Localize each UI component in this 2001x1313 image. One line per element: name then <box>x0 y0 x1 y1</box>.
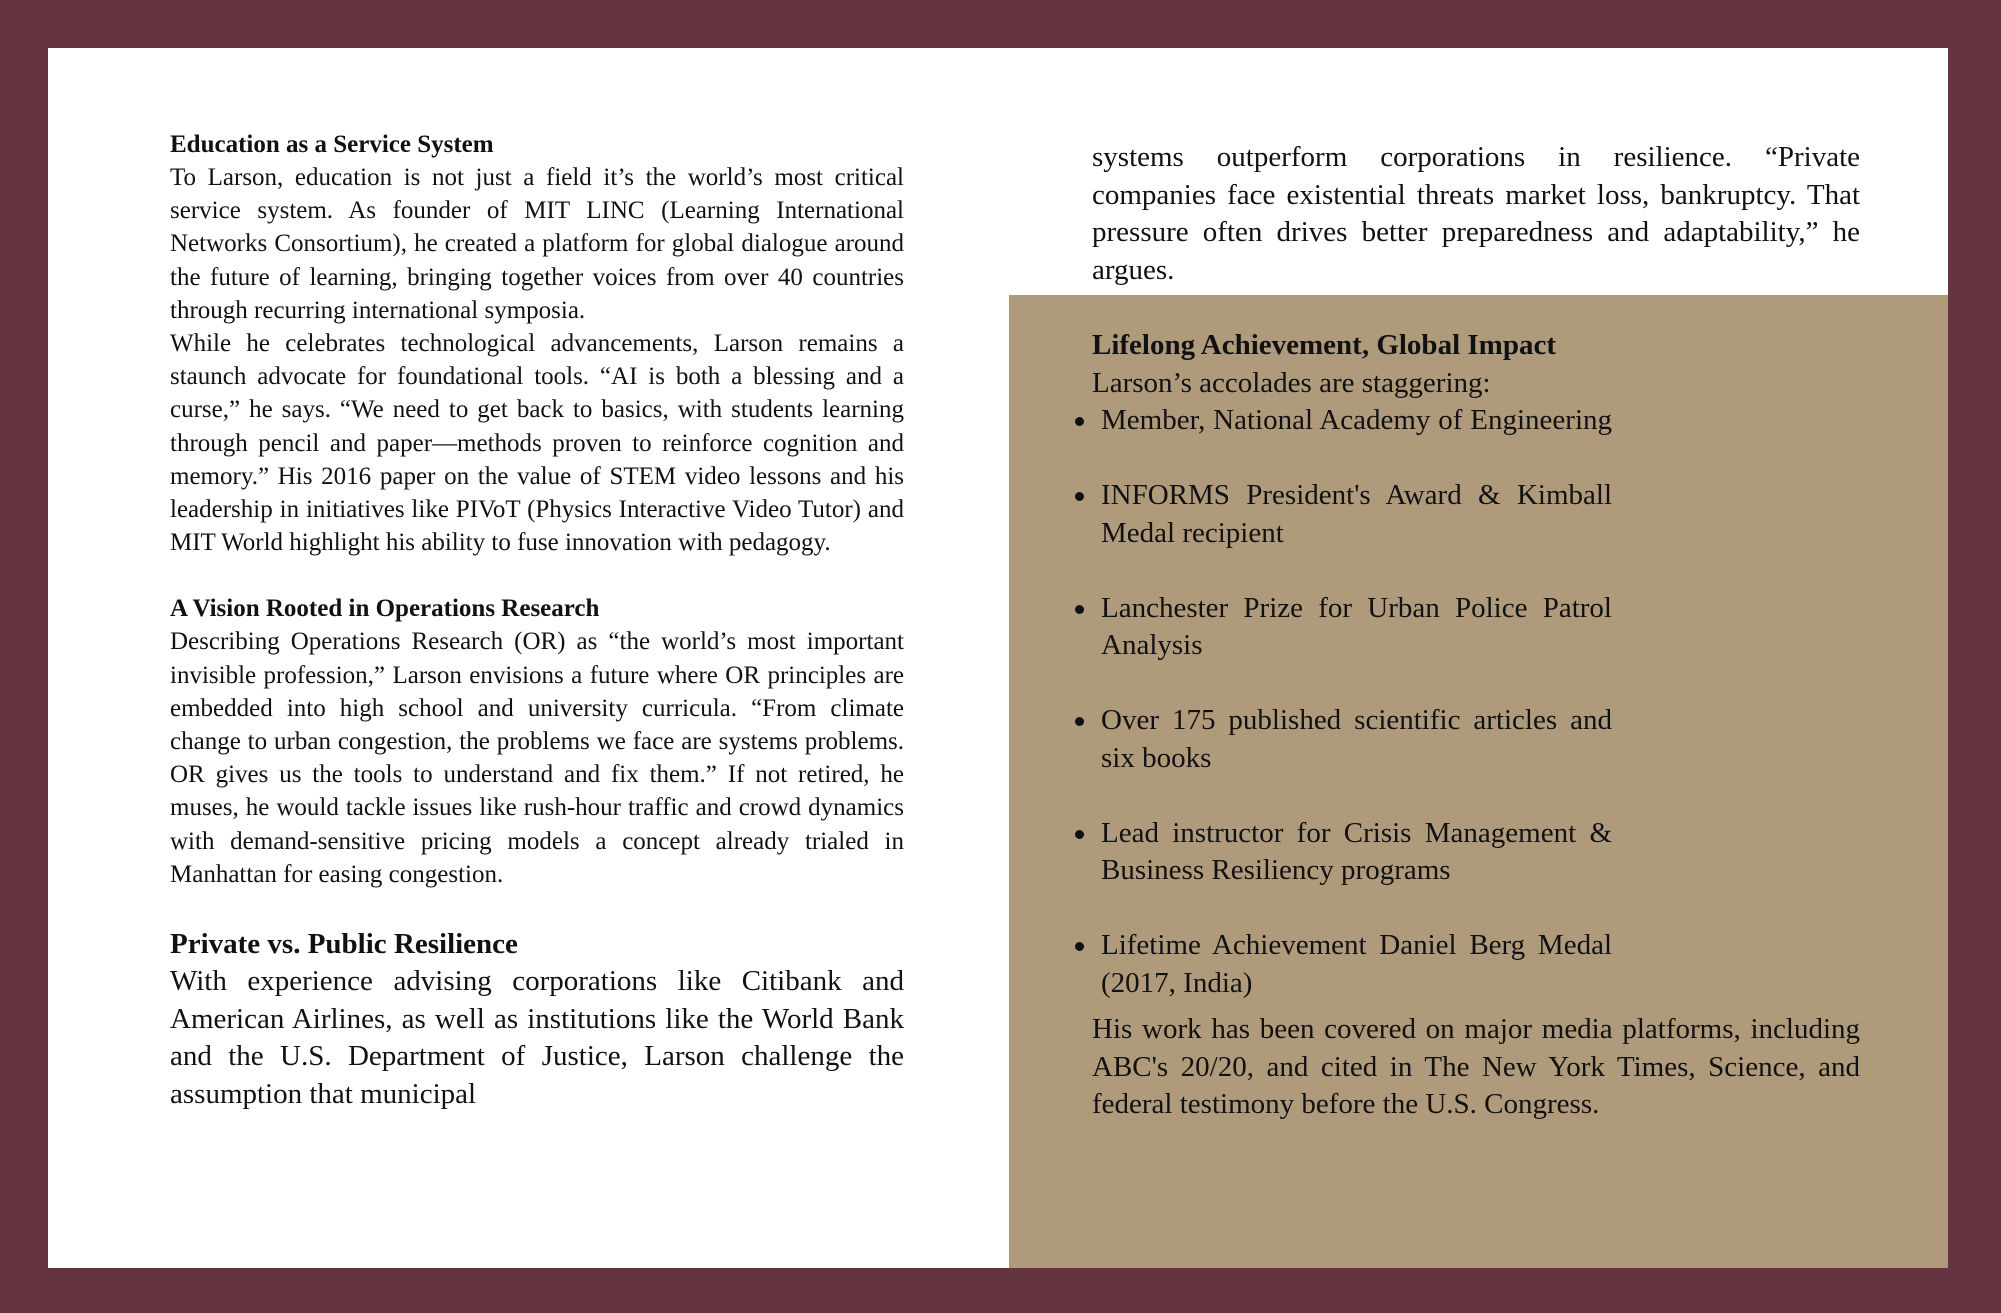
bullet-icon <box>1075 417 1084 426</box>
education-paragraph-1: To Larson, education is not just a field it’s the world’s most critical service system. As founder of MIT LINC (Learning International Networks Consortium), he created a platform for global dialogue around the future of learning, bringing together voices from over 40 countries through recurring international symposia. <box>170 164 904 324</box>
operations-research-heading: A Vision Rooted in Operations Research <box>170 595 600 623</box>
list-item <box>1072 590 1612 665</box>
list-item <box>1072 702 1612 777</box>
bullet-icon <box>1075 717 1084 726</box>
accolade-text: Lead instructor for Crisis Management & Business Resiliency programs <box>1101 816 1612 886</box>
accolade-text: Lanchester Prize for Urban Police Patrol Analysis <box>1101 591 1612 661</box>
accolades-list <box>1072 402 1612 1002</box>
accolade-text: INFORMS President's Award & Kimball Medal recipient <box>1101 479 1612 549</box>
bullet-icon <box>1075 492 1084 501</box>
bullet-icon <box>1075 830 1084 839</box>
list-item <box>1072 477 1612 552</box>
accolade-text: Lifetime Achievement Daniel Berg Medal (2017, India) <box>1101 929 1612 999</box>
list-item <box>1072 402 1612 440</box>
list-item <box>1072 815 1612 890</box>
resilience-paragraph: With experience advising corporations like Citibank and American Airlines, as well as institutions like the World Bank and the U.S. Department of Justice, Larson challenge the assumption that municipal <box>170 965 904 1110</box>
accolade-text: Over 175 published scientific articles and six books <box>1101 704 1612 774</box>
left-column <box>170 128 904 1113</box>
education-paragraph-2: While he celebrates technological advancements, Larson remains a staunch advocate for foundational tools. “AI is both a blessing and a curse,” he says. “We need to get back to basics, with students learning through pencil and paper—methods proven to reinforce cognition and memory.” His 2016 paper on the value of STEM video lessons and his leadership in initiatives like PIVoT (Physics Interactive Video Tutor) and MIT World highlight his ability to fuse innovation with pedagogy. <box>170 330 904 557</box>
achievements-heading: Lifelong Achievement, Global Impact <box>1092 329 1556 361</box>
resilience-heading: Private vs. Public Resilience <box>170 928 518 961</box>
list-item <box>1072 927 1612 1002</box>
section-spacer <box>170 559 904 592</box>
accolade-text: Member, National Academy of Engineering <box>1101 404 1612 436</box>
bullet-icon <box>1075 942 1084 951</box>
resilience-continuation-paragraph: systems outperform corporations in resilience. “Private companies face existential threats market loss, bankruptcy. That pressure often drives better preparedness and adaptability,” he argues. <box>1092 141 1860 286</box>
achievements-section <box>1092 326 1860 1124</box>
achievements-intro: Larson’s accolades are staggering: <box>1092 367 1491 399</box>
media-coverage-paragraph: His work has been covered on major media platforms, including ABC's 20/20, and cited in The New York Times, Science, and federal testimony before the U.S. Congress. <box>1092 1013 1860 1120</box>
education-heading: Education as a Service System <box>170 131 494 158</box>
right-column-continuation <box>1092 139 1860 289</box>
bullet-icon <box>1075 605 1084 614</box>
operations-research-paragraph: Describing Operations Research (OR) as “the world’s most important invisible profession,” Larson envisions a future where OR principles are embedded into high school and university curricula. “From climate change to urban congestion, the problems we face are systems problems. OR gives us the tools to understand and fix them.” If not retired, he muses, he would tackle issues like rush-hour traffic and crowd dynamics with demand-sensitive pricing models a concept already trialed in Manhattan for easing congestion. <box>170 628 904 888</box>
